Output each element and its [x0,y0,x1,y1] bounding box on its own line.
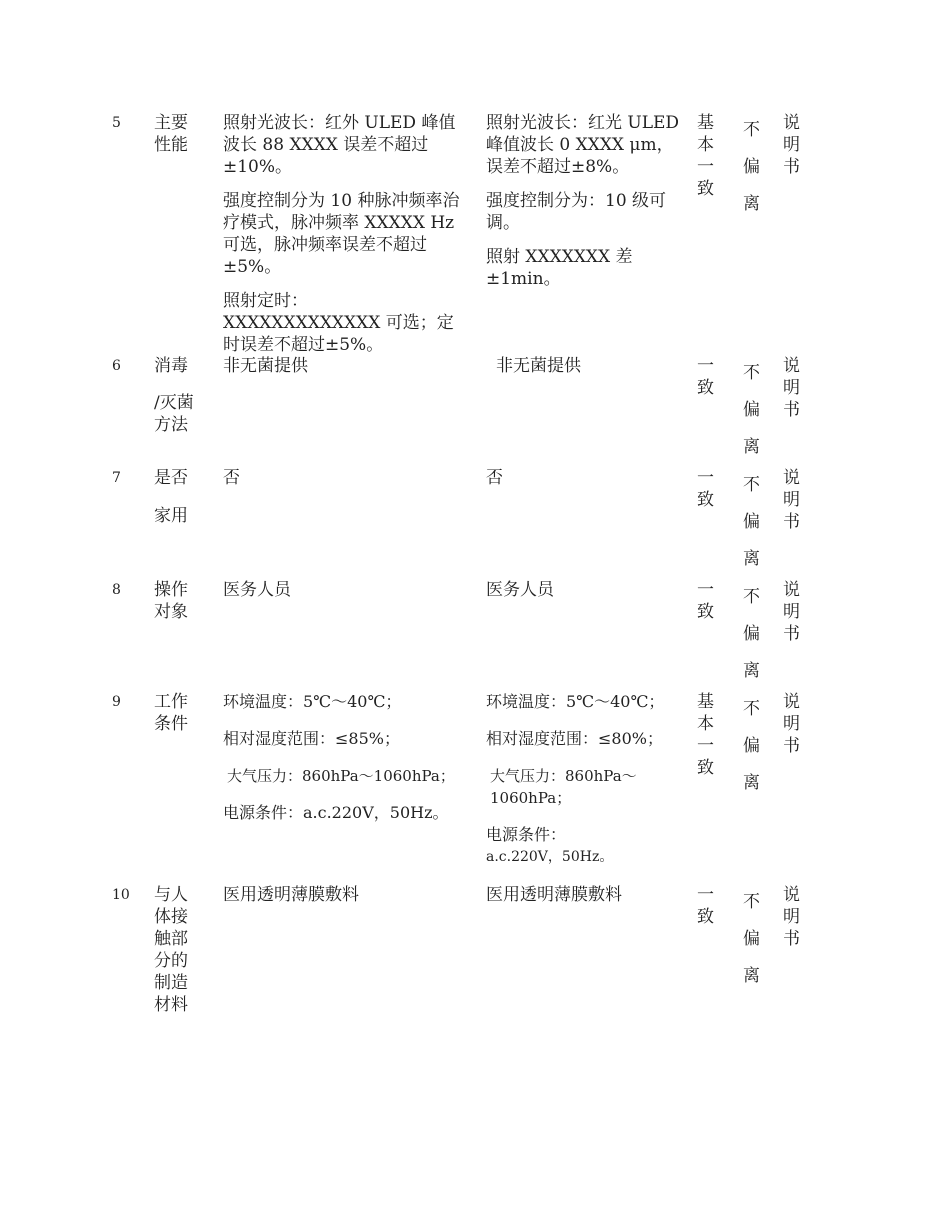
source-document: 说 明 书 [783,580,800,644]
deviation-note: 不 偏 离 [743,120,760,214]
compared-device-spec: 医务人员 [486,580,554,600]
comparison-result: 一 致 [697,356,714,398]
deviation-note: 不 偏 离 [743,363,760,457]
item-name: 与人 体接 触部 分的 制造 材料 [154,885,188,1015]
declared-device-spec: 照射光波长：红外 ULED 峰值波长 88 XXXX 误差不超过±10%。 强度控制分为 10 种脉冲频率治疗模式，脉冲频率 XXXXX Hz 可选，脉冲频率误差不超过±5%。 照射定时： XXXXXXXXXXXXX 可选；定时误差不超过±5%。 [223,113,460,355]
deviation-note: 不 偏 离 [743,699,760,793]
compared-device-spec: 照射光波长：红光 ULED 峰值波长 0 XXXX μm，误差不超过±8%。 强度控制分为：10 级可调。 照射 XXXXXXX 差±1min。 [486,113,680,289]
comparison-result: 一 致 [697,885,714,927]
comparison-result: 基 本 一 致 [697,692,714,778]
source-document: 说 明 书 [783,356,800,420]
deviation-note: 不 偏 离 [743,587,760,681]
comparison-result: 基 本 一 致 [697,113,714,199]
item-name: 消毒 /灭菌 方法 [154,356,194,435]
declared-device-spec: 医务人员 [223,580,291,600]
item-name: 主要 性能 [154,113,188,155]
comparison-result: 一 致 [697,580,714,622]
compared-device-spec: 非无菌提供 [496,356,581,376]
deviation-note: 不 偏 离 [743,892,760,986]
item-name: 是否 家用 [154,468,188,526]
declared-device-spec: 非无菌提供 [223,356,308,376]
compared-device-spec: 环境温度：5℃～40℃； 相对湿度范围：≤80%； 大气压力：860hPa～1060hPa； 电源条件： a.c.220V，50Hz。 [486,692,665,865]
item-name: 操作 对象 [154,580,188,622]
source-document: 说 明 书 [783,692,800,756]
source-document: 说 明 书 [783,468,800,532]
deviation-note: 不 偏 离 [743,475,760,569]
row-number: 10 [112,887,130,903]
source-document: 说 明 书 [783,113,800,177]
row-number: 6 [112,358,121,374]
item-name: 工作 条件 [154,692,188,734]
declared-device-spec: 否 [223,468,240,488]
declared-device-spec: 环境温度：5℃～40℃； 相对湿度范围：≤85%； 大气压力：860hPa～1060hPa； 电源条件：a.c.220V，50Hz。 [223,692,455,822]
compared-device-spec: 医用透明薄膜敷料 [486,885,622,905]
row-number: 5 [112,115,121,131]
declared-device-spec: 医用透明薄膜敷料 [223,885,359,905]
comparison-result: 一 致 [697,468,714,510]
row-number: 7 [112,470,121,486]
row-number: 9 [112,694,121,710]
row-number: 8 [112,582,121,598]
source-document: 说 明 书 [783,885,800,949]
compared-device-spec: 否 [486,468,503,488]
